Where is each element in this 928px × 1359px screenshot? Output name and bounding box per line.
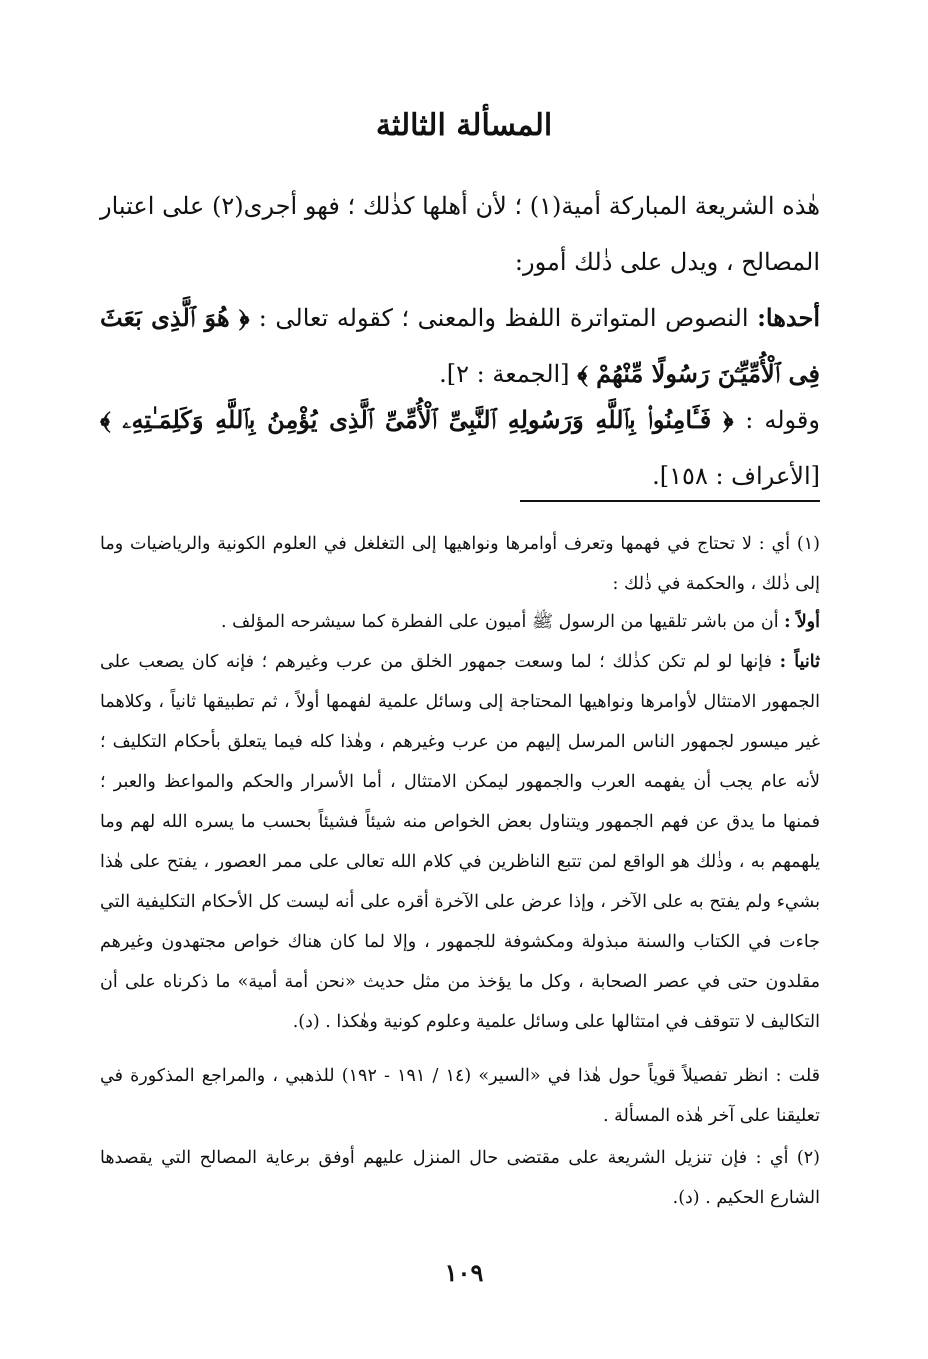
footnote-separator	[520, 500, 820, 502]
footnote-first-text: أن من باشر تلقيها من الرسول ﷺ أميون على الفطرة كما سيشرحه المؤلف .	[221, 612, 785, 632]
second-verse-intro: وقوله :	[745, 406, 820, 434]
main-paragraph-3	[100, 392, 820, 504]
footnote-1-editor-note: قلت : انظر تفصيلاً قوياً حول هٰذا في «السير» (١٤ / ١٩١ - ١٩٢) للذهبي ، والمراجع المذكورة في تعليقنا على آخر هٰذه المسألة .	[100, 1066, 821, 1126]
verse-reference-araf: [الأعراف : ١٥٨].	[652, 462, 820, 490]
section-title: المسألة الثالثة	[375, 108, 553, 143]
footnote-1-intro: (١) أي : لا تحتاج في فهمها وتعرف أوامرها ونواهيها إلى التغلغل في العلوم الكونية والرياضيات وما إلى ذٰلك ، والحكمة في ذٰلك :	[100, 534, 820, 594]
footnote-second-text: فإنها لو لم تكن كذٰلك ؛ لما وسعت جمهور الخلق من عرب وغيرهم ؛ فإنه كان يصعب على الجمهور الامتثال لأوامرها ونواهيها المحتاجة إلى وسائل علمية لفهمها أولاً ، ثم تطبيقها ثانياً ، وكلاهما غير ميسور لجمهور الناس المرسل إليهم من عرب وغيرهم ، وهٰذا كله فيما يتعلق بأحكام التكليف ؛ لأنه عام يجب أن يفهمه العرب والجمهور ليمكن الامتثال ، أما الأسرار والحكم والمواعظ والعبر ؛ فمنها ما يدق عن فهم الجمهور ويتناول بعض الخواص منه شيئاً فشيئاً بحسب ما يسره الله لهم وما يلهمهم به ، وذٰلك هو الواقع لمن تتبع الناظرين في كلام الله تعالى على ممر العصور ، يفتح على هٰذا بشيء ولم يفتح به على الآخر ، وإذا عرض على الآخرة أقره على أنه ليست كل الأحكام التكليفية التي جاءت في الكتاب والسنة مبذولة ومكشوفة للجمهور ، وإلا لما كان هناك خواص مجتهدون وغيرهم مقلدون حتى في عصر الصحابة ، وكل ما يؤخذ من مثل حديث «نحن أمة أمية» ما ذكرناه على أن التكاليف لا تتوقف في امتثالها على وسائل علمية وعلوم كونية وهٰكذا . (د).	[100, 652, 820, 1032]
footnote-2: (٢) أي : فإن تنزيل الشريعة على مقتضى حال المنزل عليهم أوفق برعاية المصالح التي يقصدها الشارع الحكيم . (د).	[100, 1148, 820, 1208]
page-number: ١٠٩	[444, 1258, 484, 1287]
footnote-second-label: ثانياً :	[779, 652, 820, 672]
verse-reference-jumuah: [الجمعة : ٢].	[439, 360, 578, 388]
first-point-label: أحدها:	[757, 303, 820, 332]
footnote-1-second-point	[100, 642, 820, 1042]
footnote-1-first-point	[100, 602, 820, 642]
first-point-text: النصوص المتواترة اللفظ والمعنى ؛ كقوله تعالى :	[258, 304, 758, 332]
main-paragraph-1	[100, 178, 820, 290]
footnote-first-label: أولاً :	[784, 612, 820, 632]
main-paragraph-2	[100, 290, 820, 402]
paragraph-1-text: هٰذه الشريعة المباركة أمية(١) ؛ لأن أهلها كذٰلك ؛ فهو أجرى(٢) على اعتبار المصالح ، ويدل على ذٰلك أمور:	[100, 192, 821, 276]
quran-verse-araf: ﴿ فَـَٔامِنُوا۟ بِٱللَّهِ وَرَسُولِهِ ٱلنَّبِىِّ ٱلْأُمِّىِّ ٱلَّذِى يُؤْمِنُ بِٱللَّهِ وَكَلِمَـٰتِهِۦ ﴾	[100, 405, 746, 434]
quran-verse-jumuah: ﴿ هُوَ ٱلَّذِى بَعَثَ فِى ٱلْأُمِّيِّـۧنَ رَسُولًا مِّنْهُمْ ﴾	[100, 303, 820, 388]
